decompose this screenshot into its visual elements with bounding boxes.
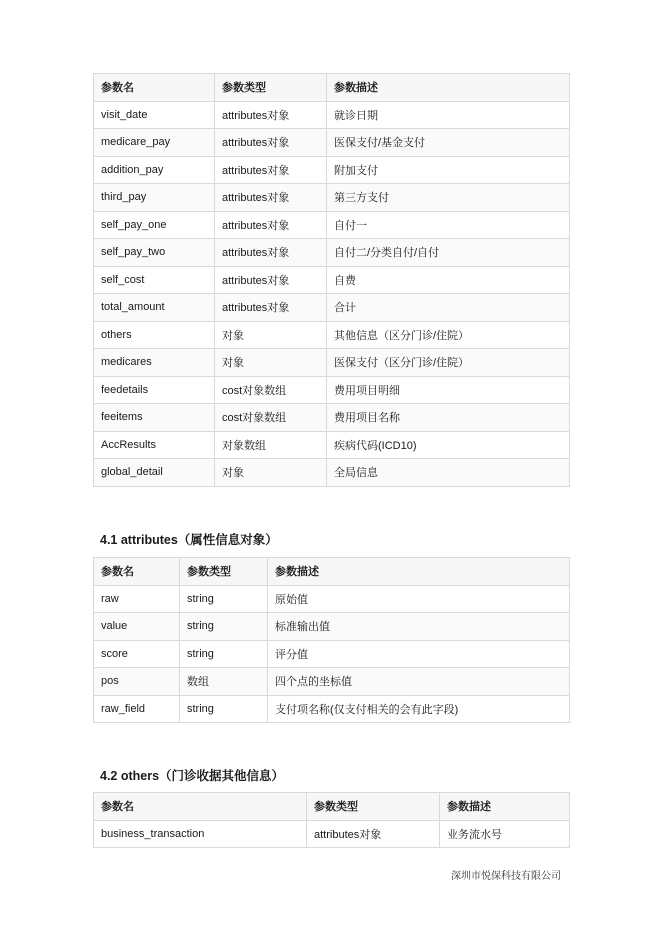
table-row	[94, 156, 570, 184]
table-row	[94, 459, 570, 487]
table-row	[94, 266, 570, 294]
table-cell: AccResults	[94, 431, 215, 459]
table-cell: 第三方支付	[327, 184, 570, 212]
col-header: 参数描述	[327, 74, 570, 102]
table-cell: 就诊日期	[327, 101, 570, 129]
table-cell: self_pay_two	[94, 239, 215, 267]
table-cell: business_transaction	[94, 820, 307, 848]
params-table	[93, 73, 570, 487]
table-cell: 自付一	[327, 211, 570, 239]
table-cell: 全局信息	[327, 459, 570, 487]
table-cell: 自付二/分类自付/自付	[327, 239, 570, 267]
col-header: 参数类型	[307, 793, 440, 821]
table-row	[94, 101, 570, 129]
table-row	[94, 376, 570, 404]
table-cell: 医保支付/基金支付	[327, 129, 570, 157]
table-cell: 附加支付	[327, 156, 570, 184]
table-row	[94, 431, 570, 459]
table-cell: medicare_pay	[94, 129, 215, 157]
table-cell: cost对象数组	[215, 404, 327, 432]
table-row	[94, 129, 570, 157]
section-heading-4-1: 4.1 attributes（属性信息对象）	[100, 533, 278, 547]
table-row	[94, 294, 570, 322]
table-cell: string	[180, 640, 268, 668]
table-cell: 其他信息（区分门诊/住院）	[327, 321, 570, 349]
table-header-row	[94, 74, 570, 102]
table-row	[94, 640, 570, 668]
table-cell: 标准输出值	[268, 613, 570, 641]
table-row	[94, 349, 570, 377]
table-cell: attributes对象	[215, 129, 327, 157]
table-row	[94, 239, 570, 267]
table-cell: 费用项目名称	[327, 404, 570, 432]
table-cell: 合计	[327, 294, 570, 322]
table-cell: self_pay_one	[94, 211, 215, 239]
table-cell: 疾病代码(ICD10)	[327, 431, 570, 459]
table-cell: value	[94, 613, 180, 641]
section-heading-4-2: 4.2 others（门诊收据其他信息）	[100, 769, 285, 783]
table-cell: attributes对象	[215, 266, 327, 294]
table-cell: visit_date	[94, 101, 215, 129]
table-row	[94, 668, 570, 696]
table-cell: cost对象数组	[215, 376, 327, 404]
company-footer: 深圳市悦保科技有限公司	[451, 871, 561, 882]
table-row	[94, 585, 570, 613]
table-cell: raw_field	[94, 695, 180, 723]
table-cell: 自费	[327, 266, 570, 294]
table-cell: global_detail	[94, 459, 215, 487]
table-row	[94, 321, 570, 349]
col-header: 参数描述	[440, 793, 570, 821]
table-cell: 对象	[215, 349, 327, 377]
col-header: 参数名	[94, 558, 180, 586]
table-cell: 原始值	[268, 585, 570, 613]
col-header: 参数名	[94, 74, 215, 102]
col-header: 参数描述	[268, 558, 570, 586]
table-row	[94, 695, 570, 723]
table-cell: pos	[94, 668, 180, 696]
table-row	[94, 404, 570, 432]
table-cell: attributes对象	[215, 239, 327, 267]
table-header-row	[94, 558, 570, 586]
table-cell: string	[180, 585, 268, 613]
table-cell: 支付项名称(仅支付相关的会有此字段)	[268, 695, 570, 723]
table-cell: third_pay	[94, 184, 215, 212]
table-cell: attributes对象	[215, 184, 327, 212]
table-cell: string	[180, 613, 268, 641]
table-cell: 四个点的坐标值	[268, 668, 570, 696]
table-cell: addition_pay	[94, 156, 215, 184]
table-cell: 医保支付（区分门诊/住院）	[327, 349, 570, 377]
table-cell: total_amount	[94, 294, 215, 322]
table-cell: 对象	[215, 459, 327, 487]
table-row	[94, 613, 570, 641]
table-cell: others	[94, 321, 215, 349]
table-row	[94, 820, 570, 848]
col-header: 参数类型	[215, 74, 327, 102]
table-cell: 费用项目明细	[327, 376, 570, 404]
table-cell: raw	[94, 585, 180, 613]
table-cell: score	[94, 640, 180, 668]
table-cell: string	[180, 695, 268, 723]
table-row	[94, 211, 570, 239]
table-cell: 评分值	[268, 640, 570, 668]
table-cell: attributes对象	[215, 156, 327, 184]
table-cell: feeitems	[94, 404, 215, 432]
table-cell: medicares	[94, 349, 215, 377]
table-cell: attributes对象	[215, 211, 327, 239]
table-cell: 对象	[215, 321, 327, 349]
table-cell: feedetails	[94, 376, 215, 404]
table-header-row	[94, 793, 570, 821]
others-table	[93, 792, 570, 848]
attributes-table	[93, 557, 570, 723]
table-row	[94, 184, 570, 212]
table-cell: attributes对象	[307, 820, 440, 848]
table-cell: 业务流水号	[440, 820, 570, 848]
table-cell: 对象数组	[215, 431, 327, 459]
table-cell: attributes对象	[215, 294, 327, 322]
col-header: 参数名	[94, 793, 307, 821]
table-cell: self_cost	[94, 266, 215, 294]
col-header: 参数类型	[180, 558, 268, 586]
table-cell: 数组	[180, 668, 268, 696]
table-cell: attributes对象	[215, 101, 327, 129]
